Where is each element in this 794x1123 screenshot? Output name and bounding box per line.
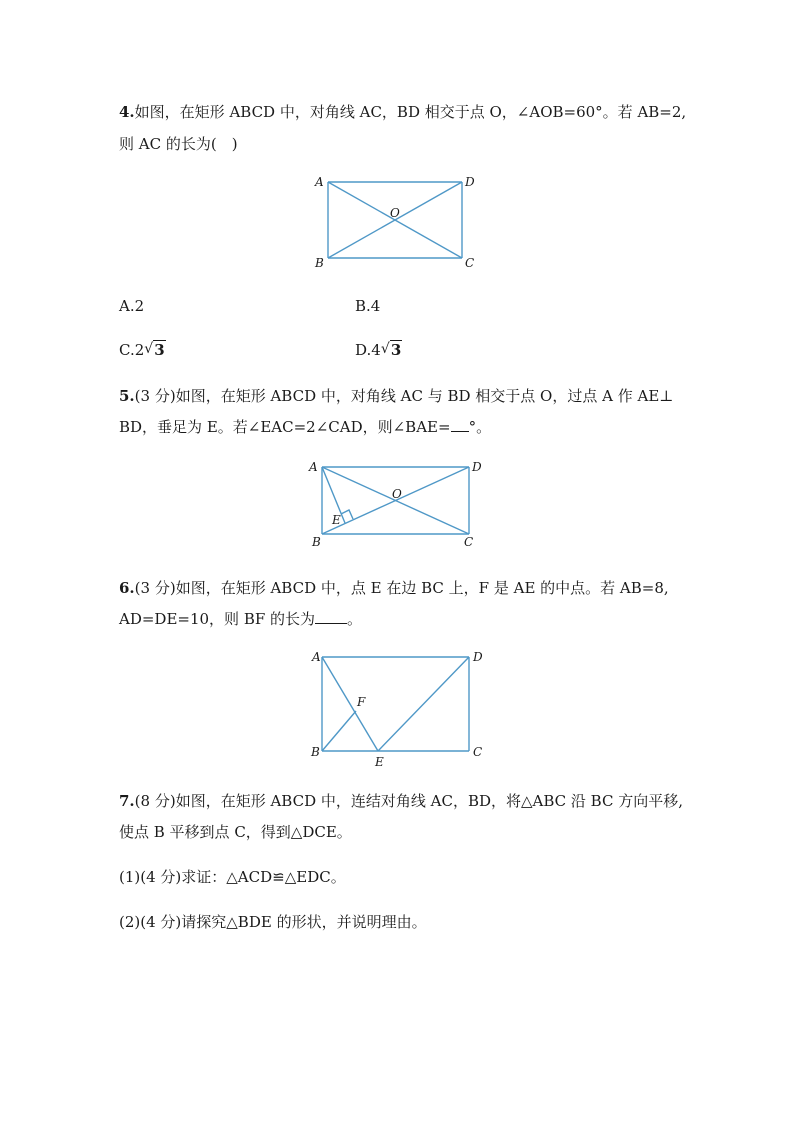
q4-option-d-radicand: 3	[390, 341, 402, 359]
q6-label-c: C	[473, 745, 483, 759]
q6-label-a: A	[312, 650, 321, 664]
q5-label-a: A	[309, 460, 318, 474]
q4-text-line1: 如图，在矩形 ABCD 中，对角线 AC，BD 相交于点 O，∠AOB=60°。若 AB=2,	[134, 103, 687, 121]
q5-line1	[119, 386, 673, 406]
q5-text-line2b: °。	[468, 418, 492, 436]
q5-answer-blank[interactable]	[451, 417, 469, 432]
q7-part1: (1)(4 分)求证：△ACD≌△EDC。	[119, 868, 346, 886]
q4-option-d	[355, 340, 402, 360]
q6-answer-blank[interactable]	[315, 609, 347, 624]
q7-line2: 使点 B 平移到点 C，得到△DCE。	[119, 823, 352, 841]
q4-option-c-radicand: 3	[154, 341, 165, 359]
q5-text-line1: (3 分)如图，在矩形 ABCD 中，对角线 AC 与 BD 相交于点 O，过点 A 作 AE⊥	[134, 387, 674, 405]
q7-number: 7.	[119, 792, 135, 810]
q5-label-c: C	[464, 535, 474, 549]
q6-label-e: E	[375, 755, 384, 769]
q5-label-b: B	[312, 535, 321, 549]
q6-line2	[119, 609, 362, 629]
q5-label-o: O	[392, 487, 402, 501]
q4-option-d-sqrt: √ 3	[380, 341, 402, 359]
q4-line1	[119, 102, 686, 122]
q5-line2	[119, 417, 491, 437]
q6-text-line2a: AD=DE=10，则 BF 的长为	[119, 610, 316, 628]
q6-label-f: F	[357, 695, 366, 709]
q4-option-c	[119, 340, 166, 360]
q6-text-line2b: 。	[347, 610, 363, 628]
q4-label-c: C	[465, 256, 475, 270]
q5-label-e: E	[332, 513, 341, 527]
q5-label-d: D	[472, 460, 482, 474]
q4-line2: 则 AC 的长为( )	[119, 135, 238, 153]
q7-text-line1: (8 分)如图，在矩形 ABCD 中，连结对角线 AC，BD，将△ABC 沿 BC 方向平移,	[134, 792, 683, 810]
q4-option-a: A.2	[119, 297, 145, 315]
q4-option-c-prefix: C.2	[119, 341, 145, 359]
q6-line1	[119, 578, 669, 598]
q5-number: 5.	[119, 387, 135, 405]
q5-text-line2a: BD，垂足为 E。若∠EAC=2∠CAD，则∠BAE=	[119, 418, 451, 436]
q7-part2: (2)(4 分)请探究△BDE 的形状，并说明理由。	[119, 913, 427, 931]
q6-label-d: D	[473, 650, 483, 664]
q6-figure	[310, 648, 490, 768]
q4-option-d-prefix: D.4	[355, 341, 381, 359]
q4-label-o: O	[390, 206, 400, 220]
q4-label-b: B	[315, 256, 324, 270]
q4-figure	[310, 172, 490, 272]
q4-option-c-sqrt: √ 3	[144, 341, 165, 359]
q6-text-line1: (3 分)如图，在矩形 ABCD 中，点 E 在边 BC 上，F 是 AE 的中点。若 AB=8,	[134, 579, 669, 597]
q4-label-d: D	[465, 175, 475, 189]
q5-figure	[310, 458, 490, 550]
q7-line1	[119, 791, 683, 811]
q6-label-b: B	[311, 745, 320, 759]
q4-label-a: A	[315, 175, 324, 189]
q4-number: 4.	[119, 103, 135, 121]
q6-number: 6.	[119, 579, 135, 597]
q4-option-b: B.4	[355, 297, 381, 315]
